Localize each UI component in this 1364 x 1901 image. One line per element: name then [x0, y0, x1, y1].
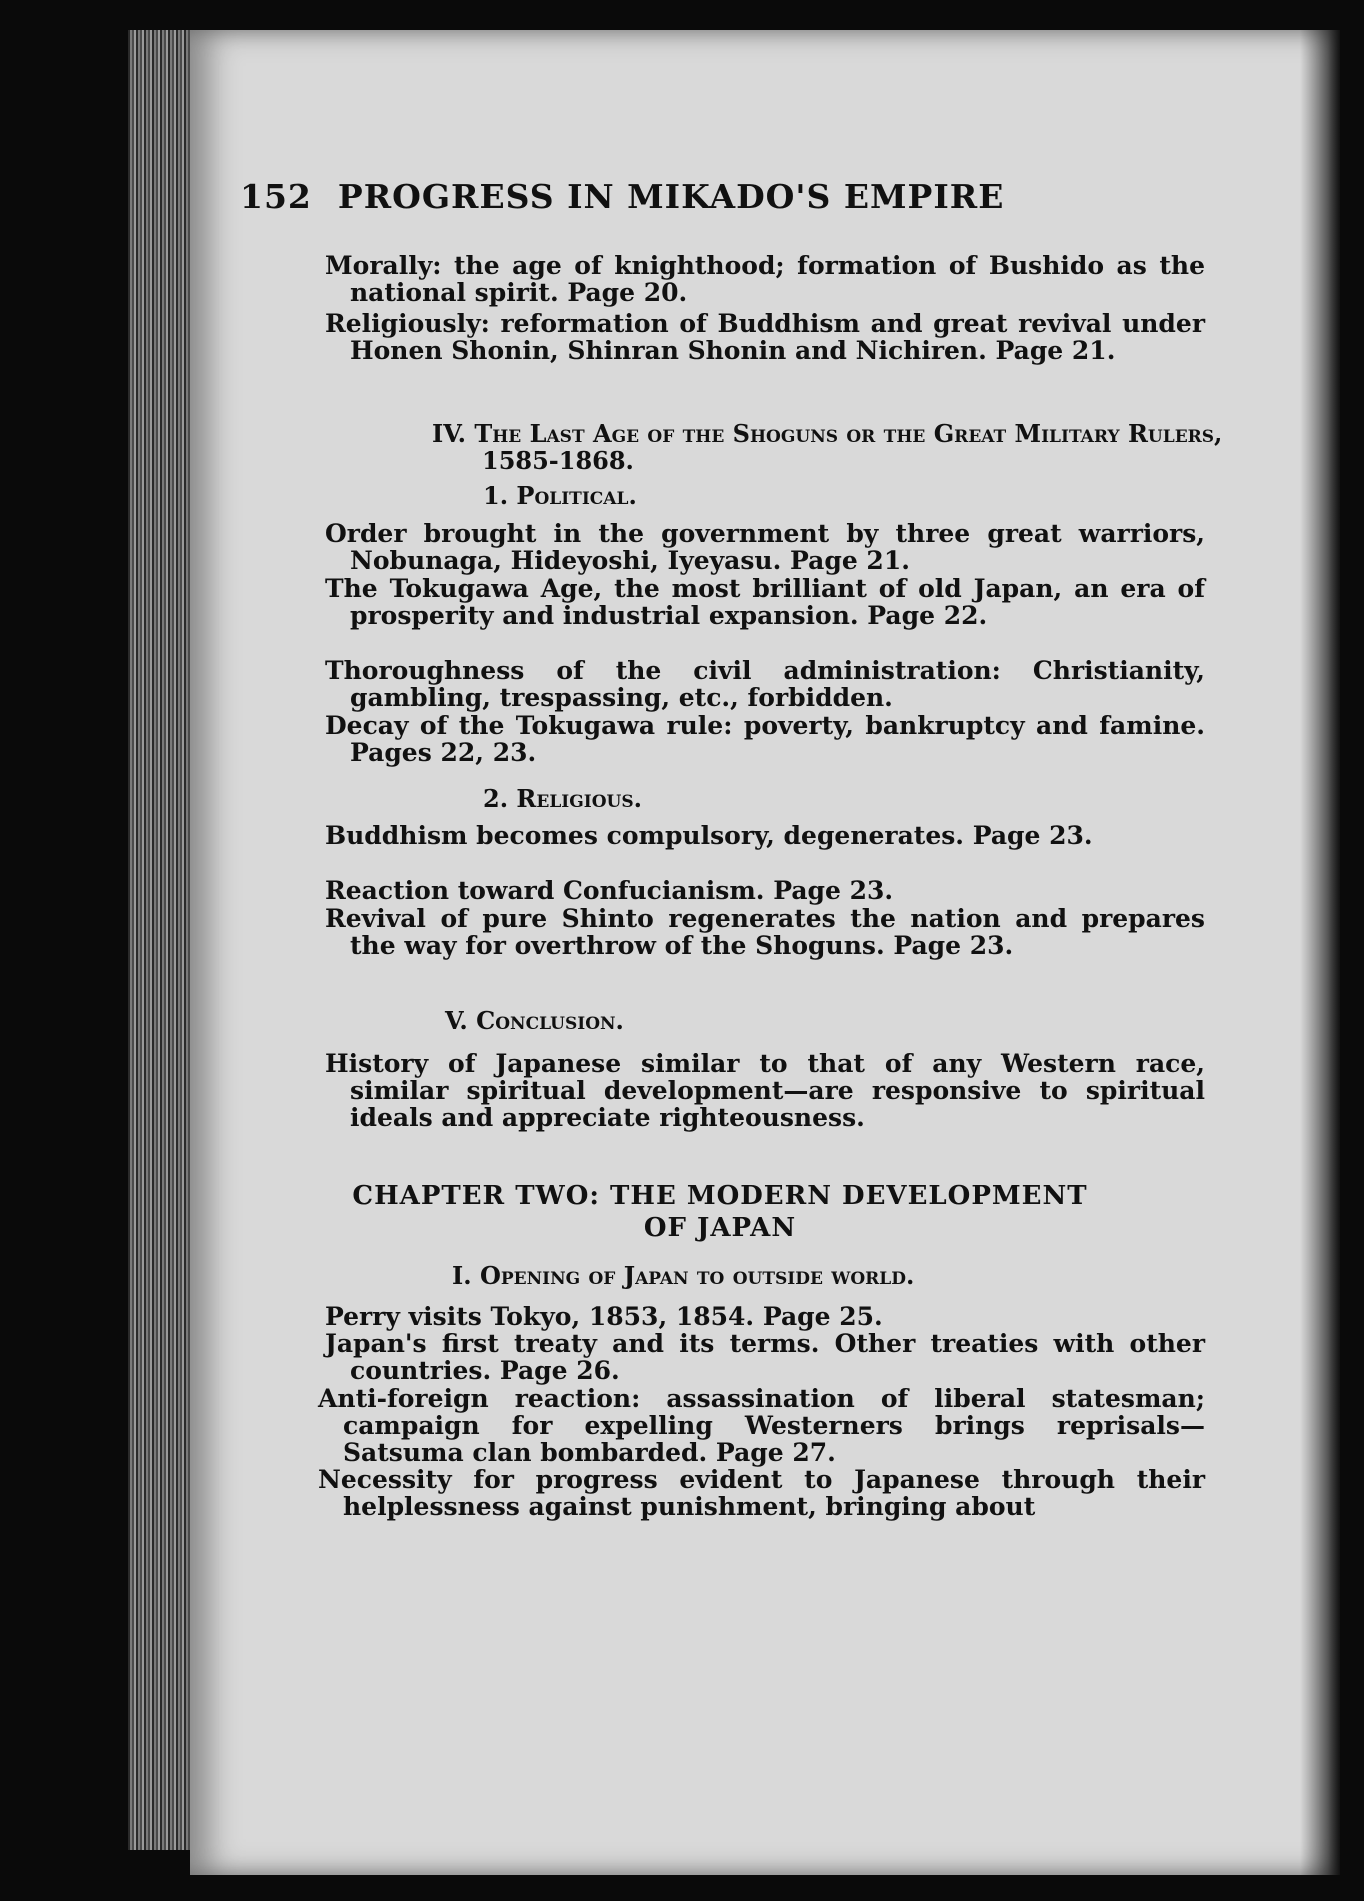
section-iv-title: IV. The Last Age of the Shoguns or the Great Military Rulers, 1585-1868.: [432, 419, 1223, 475]
running-title: PROGRESS IN MIKADO'S EMPIRE: [337, 177, 1005, 216]
item-perry: Perry visits Tokyo, 1853, 1854. Page 25.: [325, 1302, 883, 1331]
item-political-tokugawa: The Tokugawa Age, the most brilliant of old Japan, an era of prosperity and industrial expansion. Page 22.: [325, 574, 1205, 630]
item-religiously: Religiously: reformation of Buddhism and great revival under Honen Shonin, Shinran Shonin and Nichiren. Page 21.: [325, 309, 1205, 365]
item-necessity: Necessity for progress evident to Japanese through their helplessness against punishment, bringing about: [318, 1465, 1205, 1521]
chapter-title-line2: OF JAPAN: [643, 1213, 797, 1243]
item-political-civil: Thoroughness of the civil administration: Christianity, gambling, trespassing, etc., forbidden.: [325, 656, 1205, 712]
running-header: [240, 177, 1180, 216]
item-political-order: Order brought in the government by three great warriors, Nobunaga, Hideyoshi, Iyeyasu. Page 21.: [325, 519, 1205, 575]
chapter-title-line1: CHAPTER TWO: THE MODERN DEVELOPMENT: [352, 1181, 1088, 1211]
page-gutter-shadow: [1300, 30, 1340, 1875]
item-first-treaty: Japan's first treaty and its terms. Other treaties with other countries. Page 26.: [325, 1329, 1205, 1385]
item-religious-confucianism: Reaction toward Confucianism. Page 23.: [325, 876, 894, 905]
item-morally: Morally: the age of knighthood; formation of Bushido as the national spirit. Page 20.: [325, 251, 1205, 307]
page-number: 152: [240, 177, 312, 216]
subsection-political-title: 1. Political.: [483, 481, 637, 510]
item-religious-buddhism: Buddhism becomes compulsory, degenerates. Page 23.: [325, 821, 1093, 850]
item-political-decay: Decay of the Tokugawa rule: poverty, bankruptcy and famine. Pages 22, 23.: [325, 711, 1205, 767]
item-conclusion: History of Japanese similar to that of any Western race, similar spiritual development—are responsive to spiritual ideals and appreciate righteousness.: [325, 1049, 1205, 1132]
item-religious-shinto: Revival of pure Shinto regenerates the nation and prepares the way for overthrow of the Shoguns. Page 23.: [325, 904, 1205, 960]
section-i-title: I. Opening of Japan to outside world.: [452, 1261, 915, 1290]
subsection-religious-title: 2. Religious.: [483, 784, 642, 813]
item-anti-foreign: Anti-foreign reaction: assassination of liberal statesman; campaign for expelling Westerners brings reprisals—Satsuma clan bombarded. Page 27.: [318, 1384, 1205, 1467]
section-v-title: V. Conclusion.: [445, 1006, 624, 1035]
